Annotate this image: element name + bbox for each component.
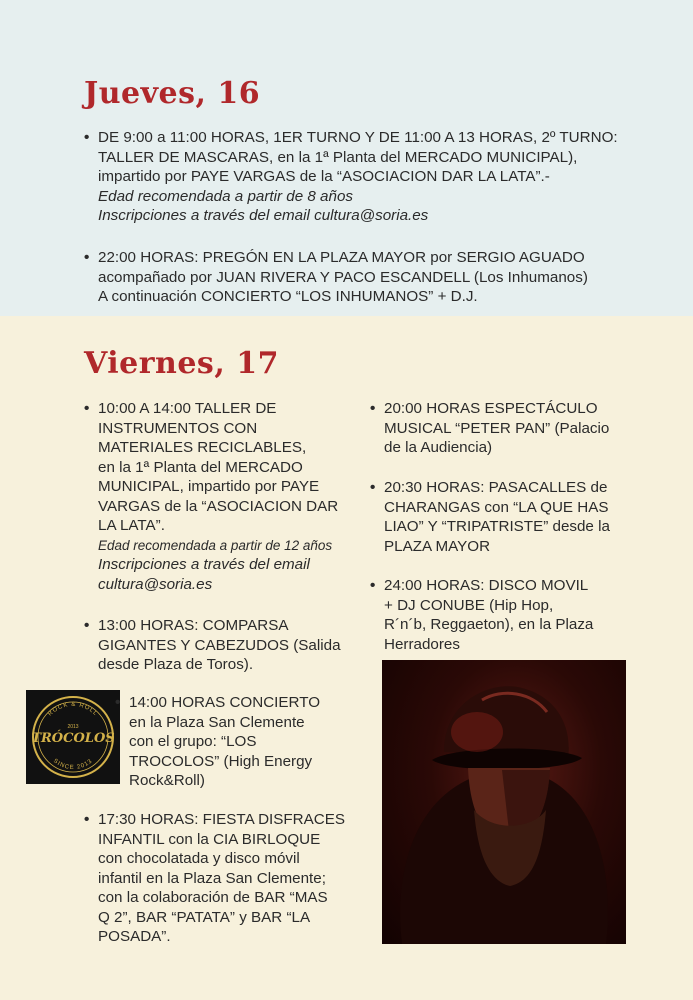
event-line: en la Plaza San Clemente xyxy=(129,713,305,731)
event-item xyxy=(84,128,678,226)
event-line: desde Plaza de Toros). xyxy=(98,656,254,673)
event-line: 20:00 HORAS ESPECTÁCULO xyxy=(384,400,598,417)
bullet-icon: • xyxy=(370,577,376,594)
trocolos-logo-icon xyxy=(26,690,120,784)
event-note: cultura@soria.es xyxy=(98,575,213,593)
event-line: 10:00 A 14:00 TALLER DE xyxy=(98,400,277,417)
event-line: PLAZA MAYOR xyxy=(384,537,491,555)
event-item xyxy=(370,399,654,458)
logo-arc-bottom: SINCE 2013 xyxy=(51,758,95,772)
bullet-icon: • xyxy=(84,249,90,266)
event-line: TALLER DE MASCARAS, en la 1ª Planta del MERCADO MUNICIPAL), xyxy=(98,148,578,166)
day-title-viernes: Viernes, 17 xyxy=(84,346,279,381)
event-item xyxy=(84,248,678,307)
event-line: Q 2”, BAR “PATATA” y BAR “LA xyxy=(98,908,311,926)
day-title-jueves: Jueves, 16 xyxy=(84,76,261,111)
event-item xyxy=(115,693,364,791)
event-line: con chocolatada y disco móvil xyxy=(98,850,300,867)
event-line: LIAO” Y “TRIPATRISTE” desde la xyxy=(384,518,610,535)
bullet-icon: • xyxy=(115,694,121,711)
event-line: 22:00 HORAS: PREGÓN EN LA PLAZA MAYOR por SERGIO AGUADO xyxy=(98,249,585,266)
event-line: 13:00 HORAS: COMPARSA xyxy=(98,617,289,634)
logo-arc-top: ROCK & ROLL xyxy=(47,701,99,718)
event-line: INFANTIL con la CIA BIRLOQUE xyxy=(98,830,321,848)
event-line: MUSICAL “PETER PAN” (Palacio xyxy=(384,419,610,437)
event-line: POSADA”. xyxy=(98,928,171,945)
event-line: GIGANTES Y CABEZUDOS (Salida xyxy=(98,636,341,654)
event-line: 20:30 HORAS: PASACALLES de xyxy=(384,479,608,496)
bullet-icon: • xyxy=(84,129,90,146)
event-line: infantil en la Plaza San Clemente; xyxy=(98,869,326,887)
event-line: A continuación CONCIERTO “LOS INHUMANOS” + D.J. xyxy=(98,288,478,305)
event-line: con el grupo: “LOS xyxy=(129,733,257,750)
event-line: de la Audiencia) xyxy=(384,439,493,456)
event-line: + DJ CONUBE (Hip Hop, xyxy=(384,596,554,614)
event-line: con la colaboración de BAR “MAS xyxy=(98,889,328,906)
bullet-icon: • xyxy=(84,400,90,417)
event-line: DE 9:00 a 11:00 HORAS, 1ER TURNO Y DE 11:00 A 13 HORAS, 2º TURNO: xyxy=(98,129,618,146)
event-line: 24:00 HORAS: DISCO MOVIL xyxy=(384,577,589,594)
bullet-icon: • xyxy=(84,617,90,634)
event-line: acompañado por JUAN RIVERA Y PACO ESCANDELL (Los Inhumanos) xyxy=(98,268,588,286)
event-note: Edad recomendada a partir de 12 años xyxy=(98,537,333,553)
artist-photo xyxy=(382,660,626,944)
bullet-icon: • xyxy=(370,400,376,417)
event-line: impartido por PAYE VARGAS de la “ASOCIACION DAR LA LATA”.- xyxy=(98,168,550,185)
event-line: INSTRUMENTOS CON xyxy=(98,419,258,437)
event-line: LA LATA”. xyxy=(98,517,165,534)
event-note: Edad recomendada a partir de 8 años xyxy=(98,187,353,205)
event-line: VARGAS de la “ASOCIACION DAR xyxy=(98,497,339,515)
event-line: 17:30 HORAS: FIESTA DISFRACES xyxy=(98,811,346,828)
event-note: Inscripciones a través del email xyxy=(98,556,310,573)
event-note: Inscripciones a través del email cultura@soria.es xyxy=(98,207,429,224)
event-item xyxy=(84,399,363,594)
event-line: MUNICIPAL, impartido por PAYE xyxy=(98,478,320,495)
event-item xyxy=(84,810,368,947)
logo-text: TRÓCOLOS xyxy=(31,731,115,746)
logo-est: 2013 xyxy=(67,724,79,730)
event-item xyxy=(370,478,654,556)
event-item xyxy=(84,616,363,675)
event-line: R´n´b, Reggaeton), en la Plaza xyxy=(384,616,594,633)
bullet-icon: • xyxy=(370,479,376,496)
event-line: CHARANGAS con “LA QUE HAS xyxy=(384,498,609,516)
event-line: Rock&Roll) xyxy=(129,772,205,789)
event-item xyxy=(370,576,654,654)
event-line: Herradores xyxy=(384,635,460,653)
event-line: en la 1ª Planta del MERCADO xyxy=(98,458,303,476)
event-line: MATERIALES RECICLABLES, xyxy=(98,439,307,456)
event-line: 14:00 HORAS CONCIERTO xyxy=(129,694,321,711)
event-line: TROCOLOS” (High Energy xyxy=(129,752,313,770)
bullet-icon: • xyxy=(84,811,90,828)
